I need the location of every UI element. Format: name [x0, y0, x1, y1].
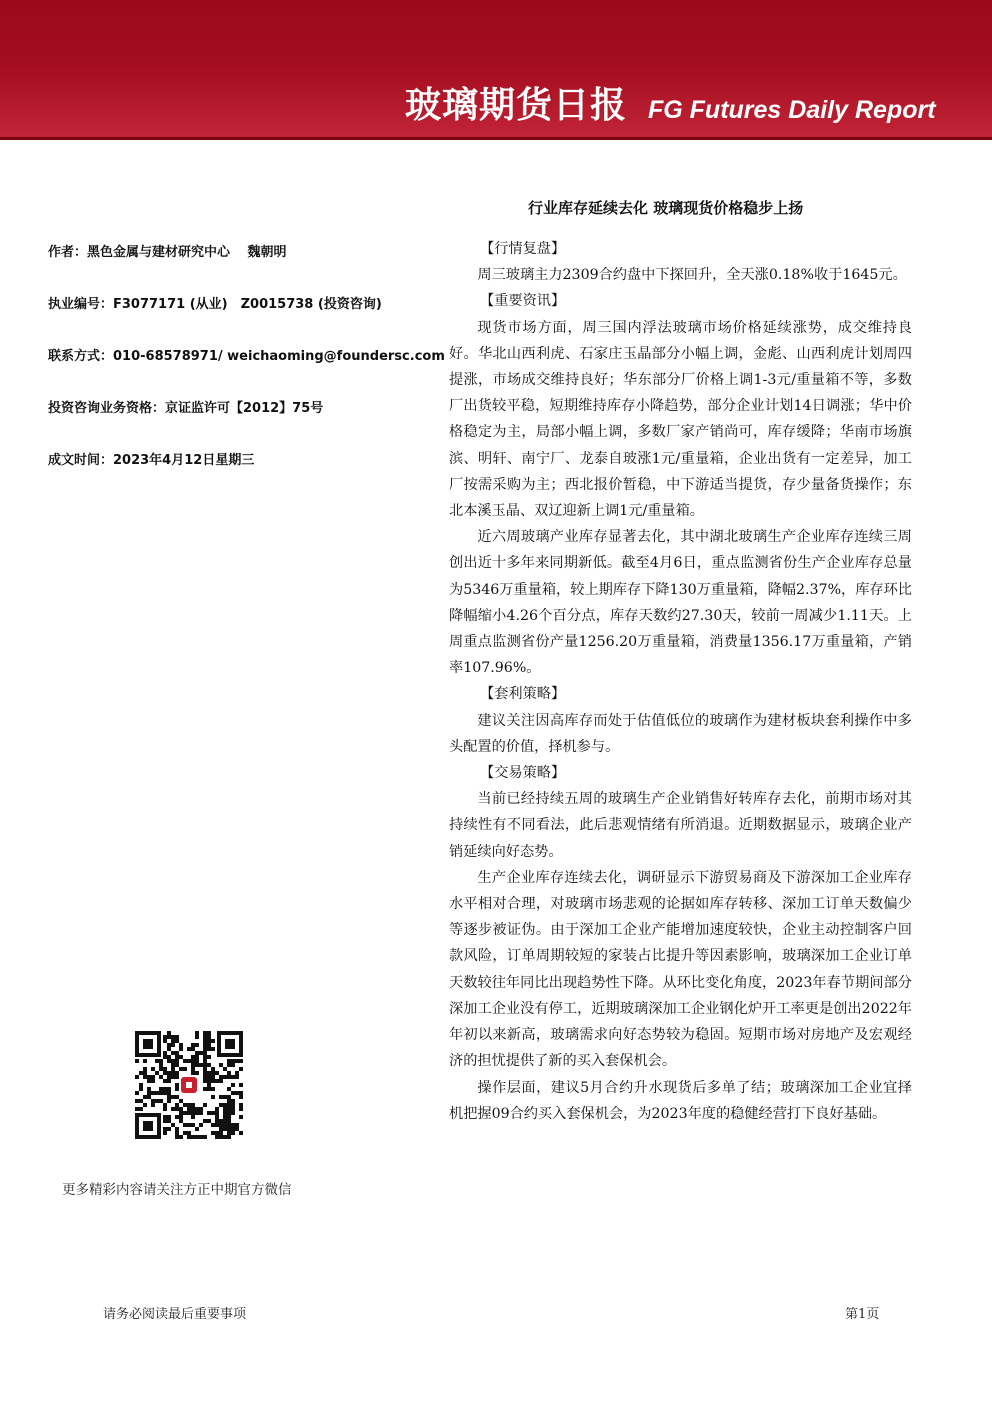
- qr-caption: 更多精彩内容请关注方正中期官方微信: [62, 1182, 292, 1198]
- paragraph: 生产企业库存连续去化，调研显示下游贸易商及下游深加工企业库存水平相对合理，对玻璃市场悲观的论据如库存转移、深加工订单天数偏少等逐步被证伪。由于深加工企业产能增加速度较快，企业主动控制客户回款风险，订单周期较短的家装占比提升等因素影响，玻璃深加工企业订单天数较往年同比出现趋势性下降。从环比变化角度，2023年春节期间部分深加工企业没有停工，近期玻璃深加工企业钢化炉开工率更是创出2022年年初以来新高，玻璃需求向好态势较为稳固。短期市场对房地产及宏观经济的担忧提供了新的买入套保机会。: [449, 869, 912, 1070]
- section-title-arbitrage-strategy: 【套利策略】: [480, 686, 566, 703]
- license-number-line: 执业编号：F3077171 (从业) Z0015738 (投资咨询): [48, 297, 382, 312]
- section-title-key-news: 【重要资讯】: [480, 293, 566, 310]
- paragraph: 现货市场方面，周三国内浮法玻璃市场价格延续涨势，成交维持良好。华北山西利虎、石家庄玉晶部分小幅上调，金彪、山西利虎计划周四提涨，市场成交维持良好；华东部分厂价格上调1-3元/重量箱不等，多数厂出货较平稳，短期维持库存小降趋势，部分企业计划14日调涨；华中价格稳定为主，局部小幅上调，多数厂家产销尚可，库存缓降；华南市场旗滨、明轩、南宁厂、龙泰自玻涨1元/重量箱，企业出货有一定差异，加工厂按需采购为主；西北报价暂稳，中下游适当提货，存少量备货操作；东北本溪玉晶、双辽迎新上调1元/重量箱。: [449, 319, 912, 520]
- report-banner: [0, 0, 992, 140]
- date-line: 成文时间：2023年4月12日星期三: [48, 453, 255, 468]
- qualification-line: 投资咨询业务资格：京证监许可【2012】75号: [48, 401, 324, 416]
- paragraph: 周三玻璃主力2309合约盘中下探回升，全天涨0.18%收于1645元。: [477, 267, 907, 284]
- report-title-cn: 玻璃期货日报: [405, 85, 628, 126]
- footer-notice: 请务必阅读最后重要事项: [103, 1307, 247, 1322]
- report-body: [449, 236, 912, 1127]
- headline: 行业库存延续去化 玻璃现货价格稳步上扬: [528, 199, 804, 217]
- paragraph: 近六周玻璃产业库存显著去化，其中湖北玻璃生产企业库存连续三周创出近十多年来同期新低。截至4月6日，重点监测省份生产企业库存总量为5346万重量箱，较上期库存下降130万重量箱，降幅2.37%，库存环比降幅缩小4.26个百分点，库存天数约27.30天，较前一周减少1.11天。上周重点监测省份产量1256.20万重量箱，消费量1356.17万重量箱，产销率107.96%。: [449, 529, 912, 677]
- author-line: 作者：黑色金属与建材研究中心 魏朝明: [48, 245, 287, 260]
- paragraph: 操作层面，建议5月合约升水现货后多单了结；玻璃深加工企业宜择机把握09合约买入套保机会，为2023年度的稳健经营打下良好基础。: [449, 1079, 912, 1122]
- wechat-qr-code: [133, 1029, 245, 1141]
- paragraph: 建议关注因高库存而处于估值低位的玻璃作为建材板块套利操作中多头配置的价值，择机参与。: [449, 712, 912, 755]
- page-number: 第1页: [845, 1307, 880, 1322]
- section-title-trading-strategy: 【交易策略】: [480, 765, 566, 782]
- section-title-market-review: 【行情复盘】: [480, 241, 566, 257]
- paragraph: 当前已经持续五周的玻璃生产企业销售好转库存去化，前期市场对其持续性有不同看法，此后悲观情绪有所消退。近期数据显示，玻璃企业产销延续向好态势。: [449, 791, 912, 860]
- contact-line: 联系方式：010-68578971/ weichaoming@foundersc.com: [48, 349, 445, 364]
- report-title-en: FG Futures Daily Report: [648, 96, 936, 124]
